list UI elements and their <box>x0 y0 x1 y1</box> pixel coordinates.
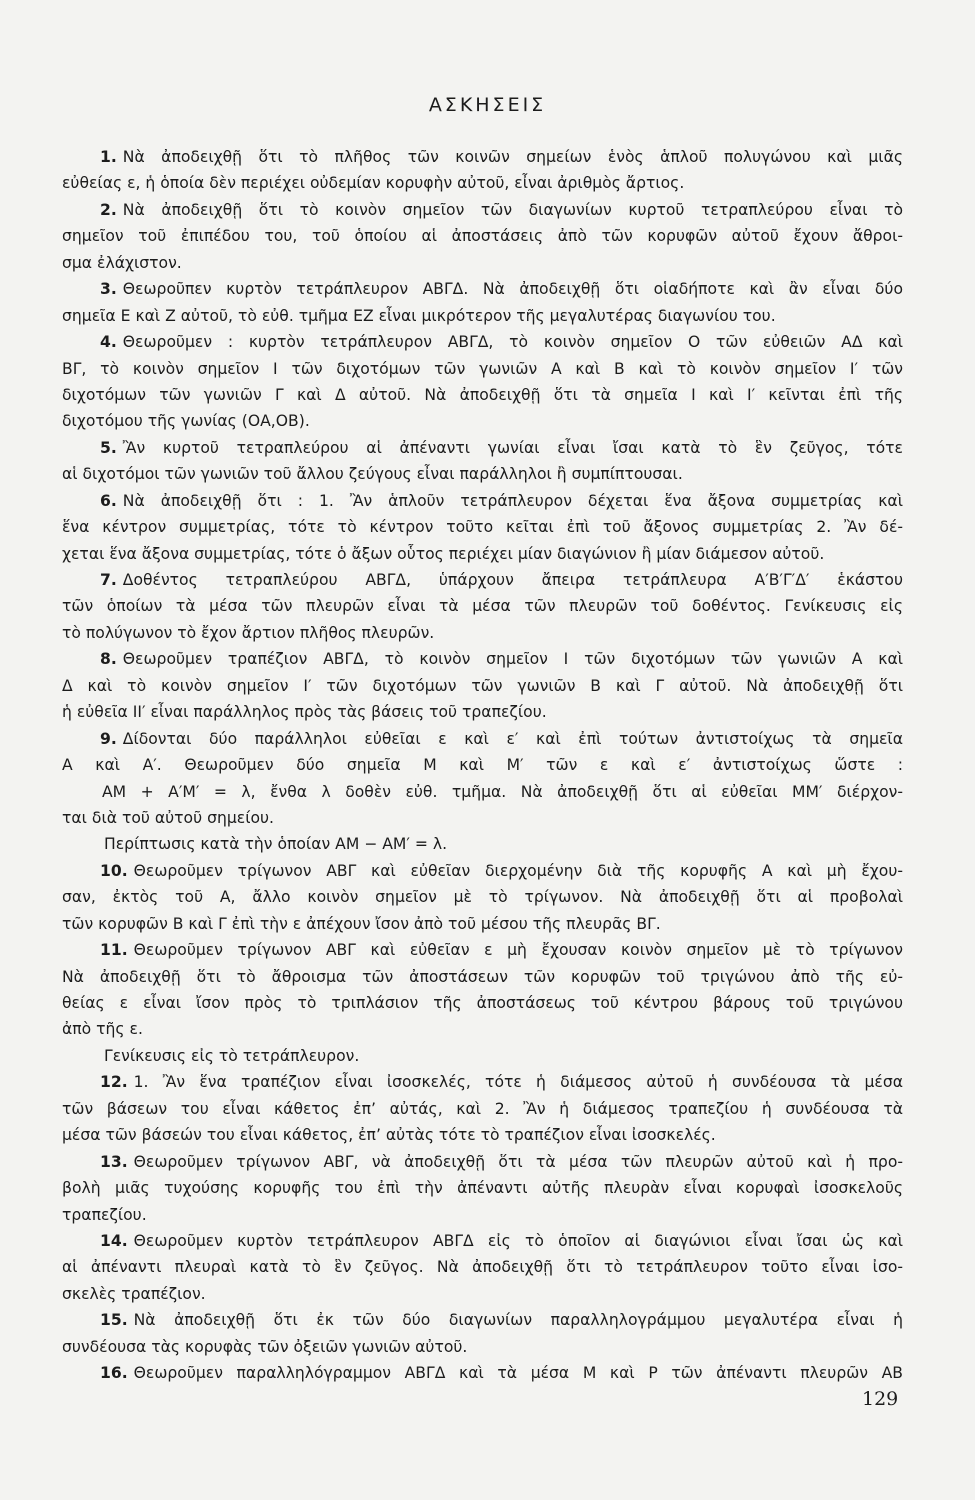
exercise-number: 10. <box>100 861 128 880</box>
exercise-text: Θεωροῦμεν : κυρτὸν τετράπλευρον ΑΒΓΔ, τὸ κοινὸν σημεῖον Ο τῶν εὐθειῶν ΑΔ καὶ <box>122 333 903 352</box>
exercise-text: Νὰ ἀποδειχθῇ ὅτι τὸ κοινὸν σημεῖον τῶν διαγωνίων κυρτοῦ τετραπλεύρου εἶναι τὸ <box>122 200 903 219</box>
page-title: ΑΣΚΗΣΕΙΣ <box>428 94 547 116</box>
exercise-line: σημεῖα Ε καὶ Ζ αὐτοῦ, τὸ εὐθ. τμῆμα ΕΖ εἶναι μικρότερον τῆς μεγαλυτέρας διαγωνίου του. <box>62 306 776 325</box>
exercise-number: 1. <box>100 148 117 166</box>
exercise-number: 9. <box>100 729 117 748</box>
exercise-text: Θεωροῦπεν κυρτὸν τετράπλευρον ΑΒΓΔ. Νὰ ἀποδειχθῇ ὅτι οἱαδήποτε καὶ ἂν εἶναι δύο <box>122 280 903 299</box>
exercise-line: ἡ εὐθεῖα ΙΙ′ εἶναι παράλληλος πρὸς τὰς βάσεις τοῦ τραπεζίου. <box>62 703 547 722</box>
exercise-text: Ἂν κυρτοῦ τετραπλεύρου αἱ ἀπέναντι γωνίαι εἶναι ἴσαι κατὰ τὸ ἓν ζεῦγος, τότε <box>122 438 903 457</box>
exercise-number: 6. <box>100 491 117 510</box>
exercise-number: 7. <box>100 571 117 589</box>
exercise-text: Νὰ ἀποδειχθῇ ὅτι : 1. Ἂν ἁπλοῦν τετράπλευρον δέχεται ἕνα ἄξονα συμμετρίας καὶ <box>122 491 903 510</box>
exercise-line: θείας ε εἶναι ἴσον πρὸς τὸ τριπλάσιον τῆς ἀποστάσεως τοῦ κέντρου βάρους τοῦ τριγώνου <box>62 994 903 1012</box>
exercise-line: ἕνα κέντρον συμμετρίας, τότε τὸ κέντρον τοῦτο κεῖται ἐπὶ τοῦ ἄξονος συμμετρίας 2. Ἂν δέ- <box>62 518 903 537</box>
exercise-line: Νὰ ἀποδειχθῇ ὅτι τὸ ἄθροισμα τῶν ἀποστάσεων τῶν κορυφῶν τοῦ τριγώνου ἀπὸ τῆς εὐ- <box>62 967 903 986</box>
exercise-first-line <box>62 858 903 884</box>
exercise-line: ἀπὸ τῆς ε. <box>62 1020 143 1039</box>
exercise-first-line <box>62 144 903 170</box>
exercise-first-line <box>62 276 903 302</box>
exercise-number: 5. <box>100 438 117 457</box>
exercise-line: τὸ πολύγωνον τὸ ἔχον ἄρτιον πλῆθος πλευρῶν. <box>62 623 435 642</box>
exercise-line: Δ καὶ τὸ κοινὸν σημεῖον Ι′ τῶν διχοτόμων τῶν γωνιῶν Β καὶ Γ αὐτοῦ. Νὰ ἀποδειχθῇ ὅτι <box>62 676 903 695</box>
exercise-number: 12. <box>100 1073 128 1092</box>
exercise-number: 2. <box>100 200 117 219</box>
exercise-line: σημεῖον τοῦ ἐπιπέδου του, τοῦ ὁποίου αἱ ἀποστάσεις ἀπὸ τῶν κορυφῶν αὐτοῦ ἔχουν ἄθροι- <box>62 227 903 246</box>
exercise-line: χεται ἕνα ἄξονα συμμετρίας, τότε ὁ ἄξων οὗτος περιέχει μίαν διαγώνιον ἢ μίαν διάμεσον αὐτοῦ. <box>62 544 825 563</box>
exercise-line: σμα ἐλάχιστον. <box>62 253 182 272</box>
exercise-text: Δίδονται δύο παράλληλοι εὐθεῖαι ε καὶ ε′ καὶ ἐπὶ τούτων ἀντιστοίχως τὰ σημεῖα <box>122 729 903 748</box>
exercise-number: 15. <box>100 1311 128 1330</box>
exercise-line: Α καὶ Α′. Θεωροῦμεν δύο σημεῖα Μ καὶ Μ′ τῶν ε καὶ ε′ ἀντιστοίχως ὥστε : <box>62 756 903 775</box>
exercise-line: ΒΓ, τὸ κοινὸν σημεῖον Ι τῶν διχοτόμων τῶν γωνιῶν Α καὶ Β καὶ τὸ κοινὸν σημεῖον Ι′ τῶν <box>62 359 903 378</box>
exercise-first-line <box>62 1307 903 1333</box>
exercise-note: Γενίκευσις εἰς τὸ τετράπλευρον. <box>104 1046 360 1065</box>
exercise-line: σκελὲς τραπέζιον. <box>62 1284 206 1303</box>
exercise-number: 11. <box>100 941 128 960</box>
exercise-text: Θεωροῦμεν παραλληλόγραμμον ΑΒΓΔ καὶ τὰ μέσα Μ καὶ Ρ τῶν ἀπέναντι πλευρῶν ΑΒ <box>133 1364 903 1383</box>
exercise-line: ται διὰ τοῦ αὐτοῦ σημείου. <box>62 808 274 827</box>
exercise-line: συνδέουσα τὰς κορυφὰς τῶν ὀξειῶν γωνιῶν αὐτοῦ. <box>62 1337 468 1356</box>
exercise-line: μέσα τῶν βάσεών του εἶναι κάθετος, ἐπ’ αὐτὰς τότε τὸ τραπέζιον εἶναι ἰσοσκελές. <box>62 1126 716 1145</box>
exercise-number: 16. <box>100 1364 128 1383</box>
exercise-line: αἱ διχοτόμοι τῶν γωνιῶν τοῦ ἄλλου ζεύγους εἶναι παράλληλοι ἢ συμπίπτουσαι. <box>62 465 683 484</box>
exercise-number: 13. <box>100 1152 128 1171</box>
exercise-line: διχοτόμων τῶν γωνιῶν Γ καὶ Δ αὐτοῦ. Νὰ ἀποδειχθῇ ὅτι τὰ σημεῖα Ι καὶ Ι′ κεῖνται ἐπὶ τῆς <box>62 385 903 404</box>
exercise-list <box>62 144 903 1387</box>
exercise-text: Νὰ ἀποδειχθῇ ὅτι τὸ πλῆθος τῶν κοινῶν σημείων ἑνὸς ἁπλοῦ πολυγώνου καὶ μιᾶς <box>122 148 903 166</box>
exercise-first-line <box>62 488 903 514</box>
exercise-line: τῶν κορυφῶν Β καὶ Γ ἐπὶ τὴν ε ἀπέχουν ἴσον ἀπὸ τοῦ μέσου τῆς πλευρᾶς ΒΓ. <box>62 914 661 933</box>
page-number: 129 <box>862 1388 899 1410</box>
exercise-first-line <box>62 1228 903 1254</box>
exercise-first-line <box>62 1360 903 1386</box>
exercise-first-line <box>62 435 903 461</box>
exercise-line: εὐθείας ε, ἡ ὁποία δὲν περιέχει οὐδεμίαν κορυφὴν αὐτοῦ, εἶναι ἀριθμὸς ἄρτιος. <box>62 174 685 193</box>
exercise-first-line <box>62 329 903 355</box>
exercise-number: 3. <box>100 280 117 299</box>
exercise-text: Θεωροῦμεν τρίγωνον ΑΒΓ καὶ εὐθεῖαν διερχομένην διὰ τῆς κορυφῆς Α καὶ μὴ ἔχου- <box>133 861 903 880</box>
exercise-line: αἱ ἀπέναντι πλευραὶ κατὰ τὸ ἓν ζεῦγος. Νὰ ἀποδειχθῇ ὅτι τὸ τετράπλευρον τοῦτο εἶναι ἰσο- <box>62 1258 903 1277</box>
exercise-text: Θεωροῦμεν κυρτὸν τετράπλευρον ΑΒΓΔ εἰς τὸ ὁποῖον αἱ διαγώνιοι εἶναι ἴσαι ὡς καὶ <box>133 1231 903 1250</box>
exercise-first-line <box>62 726 903 752</box>
exercise-note: Περίπτωσις κατὰ τὴν ὁποίαν ΑΜ − ΑΜ′ = λ. <box>104 835 448 854</box>
exercise-first-line <box>62 567 903 593</box>
exercise-text: Δοθέντος τετραπλεύρου ΑΒΓΔ, ὑπάρχουν ἄπειρα τετράπλευρα Α′Β′Γ′Δ′ ἑκάστου <box>122 571 903 589</box>
exercise-text: 1. Ἂν ἕνα τραπέζιον εἶναι ἰσοσκελές, τότε ἡ διάμεσος αὐτοῦ ἡ συνδέουσα τὰ μέσα <box>133 1073 903 1092</box>
exercise-first-line <box>62 1069 903 1095</box>
exercise-first-line <box>62 1149 903 1175</box>
exercise-text: Νὰ ἀποδειχθῇ ὅτι ἐκ τῶν δύο διαγωνίων παραλληλογράμμου μεγαλυτέρα εἶναι ἡ <box>133 1311 903 1330</box>
exercise-line: σαν, ἐκτὸς τοῦ Α, ἄλλο κοινὸν σημεῖον μὲ τὸ τρίγωνον. Νὰ ἀποδειχθῇ ὅτι αἱ προβολαὶ <box>62 888 903 907</box>
exercise-first-line <box>62 937 903 963</box>
exercise-line: τῶν βάσεων του εἶναι κάθετος ἐπ’ αὐτάς, καὶ 2. Ἂν ἡ διάμεσος τραπεζίου ἡ συνδέουσα τὰ <box>62 1099 903 1118</box>
exercise-text: Θεωροῦμεν τρίγωνον ΑΒΓ, νὰ ἀποδειχθῇ ὅτι τὰ μέσα τῶν πλευρῶν αὐτοῦ καὶ ἡ προ- <box>133 1152 903 1171</box>
exercise-number: 14. <box>100 1231 128 1250</box>
exercise-first-line <box>62 646 903 672</box>
exercise-number: 4. <box>100 333 117 352</box>
exercise-line: τῶν ὁποίων τὰ μέσα τῶν πλευρῶν εἶναι τὰ μέσα τῶν πλευρῶν τοῦ δοθέντος. Γενίκευσις εἰς <box>62 597 903 616</box>
exercise-line: βολὴ μιᾶς τυχούσης κορυφῆς του ἐπὶ τὴν ἀπέναντι αὐτῆς πλευρὰν εἶναι κορυφαὶ ἰσοσκελοῦς <box>62 1179 903 1198</box>
exercise-line: ΑΜ + Α′Μ′ = λ, ἔνθα λ δοθὲν εὐθ. τμῆμα. Νὰ ἀποδειχθῇ ὅτι αἱ εὐθεῖαι ΜΜ′ διέρχον- <box>102 782 903 801</box>
exercise-line: διχοτόμου τῆς γωνίας (ΟΑ,ΟΒ). <box>62 412 310 431</box>
exercise-text: Θεωροῦμεν τραπέζιον ΑΒΓΔ, τὸ κοινὸν σημεῖον Ι τῶν διχοτόμων τῶν γωνιῶν Α καὶ <box>122 650 903 669</box>
exercise-first-line <box>62 197 903 223</box>
exercise-text: Θεωροῦμεν τρίγωνον ΑΒΓ καὶ εὐθεῖαν ε μὴ ἔχουσαν κοινὸν σημεῖον μὲ τὸ τρίγωνον <box>133 941 903 960</box>
exercise-number: 8. <box>100 650 117 669</box>
exercise-line: τραπεζίου. <box>62 1205 147 1224</box>
